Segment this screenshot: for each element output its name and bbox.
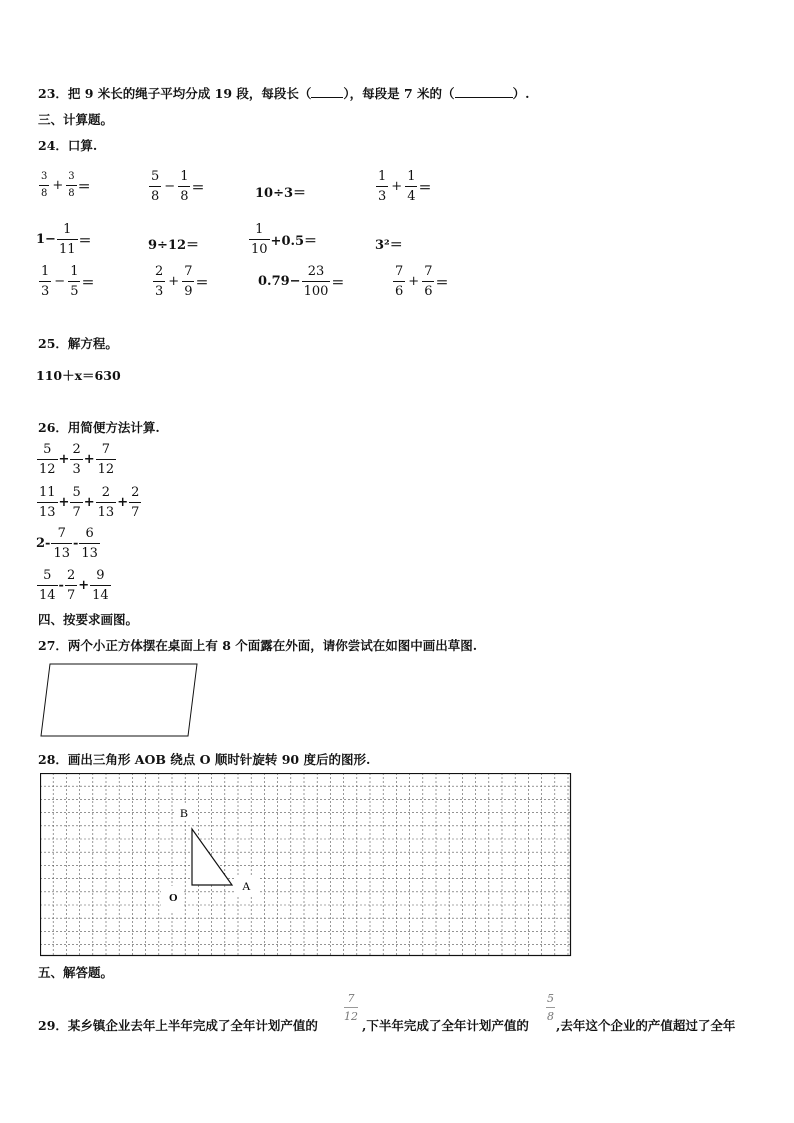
triangle-aob (192, 829, 232, 885)
q25-equation: 110＋x＝630 (36, 368, 121, 383)
section-5-heading: 五、解答题。 (38, 965, 114, 980)
answer-blank[interactable] (311, 86, 343, 98)
question-27: 27．两个小正方体摆在桌面上有 8 个面露在外面，请你尝试在如图中画出草图. (38, 638, 478, 653)
q24-item-5: 1− $\frac{1}{11}$ ＝ (36, 222, 92, 257)
point-b-label: B (180, 806, 189, 820)
q24-item-1: $\frac{3}{8}$ + $\frac{3}{8}$ ＝ (41, 171, 91, 199)
question-29: 29．某乡镇企业去年上半年完成了全年计划产值的 (38, 1018, 318, 1033)
parallelogram-drawing-area[interactable] (40, 662, 200, 738)
q23-text-post: ）. (512, 86, 530, 101)
q23-text-pre: 23．把 9 米长的绳子平均分成 19 段，每段长（ (38, 86, 312, 101)
rotation-grid[interactable] (40, 773, 572, 957)
question-23 (38, 84, 529, 102)
q24-item-11: 0.79− $\frac{23}{100}$ ＝ (258, 264, 345, 299)
q29-text-mid: ,下半年完成了全年计划产值的 (362, 1018, 529, 1033)
q24-item-3: 10÷3＝ (255, 186, 307, 201)
question-24: 24．口算. (38, 138, 98, 153)
q24-item-8: 3²＝ (375, 238, 403, 253)
q29-text-post: ,去年这个企业的产值超过了全年 (556, 1018, 736, 1033)
question-28: 28．画出三角形 AOB 绕点 O 顺时针旋转 90 度后的图形. (38, 752, 371, 767)
q24-item-12: $\frac{7}{6}$ + $\frac{7}{6}$ ＝ (395, 264, 449, 299)
question-25: 25．解方程。 (38, 336, 118, 351)
q26-item-3: 2- $\frac{7}{13}$ - $\frac{6}{13}$ (36, 526, 98, 561)
answer-blank[interactable] (455, 86, 513, 98)
q29-fraction-2: 5 8 (547, 992, 554, 1023)
q26-item-4: $\frac{5}{14}$ - $\frac{2}{7}$ + $\frac{9}{14}$ (39, 568, 109, 603)
point-a-label: A (242, 879, 251, 893)
q24-item-7: $\frac{1}{10}$ +0.5＝ (251, 222, 318, 257)
question-26: 26．用简便方法计算. (38, 420, 160, 435)
q24-item-6: 9÷12＝ (148, 238, 200, 253)
q26-item-2: $\frac{11}{13}$ + $\frac{5}{7}$ + $\frac{2}{13}$ + $\frac{2}{7}$ (39, 485, 140, 520)
section-4-heading: 四、按要求画图。 (38, 612, 139, 627)
q24-item-2: $\frac{5}{8}$ − $\frac{1}{8}$ ＝ (151, 169, 205, 204)
section-3-heading: 三、计算题。 (38, 112, 114, 127)
q24-item-4: $\frac{1}{3}$ + $\frac{1}{4}$ ＝ (378, 169, 432, 204)
q24-item-10: $\frac{2}{3}$ + $\frac{7}{9}$ ＝ (155, 264, 209, 299)
q29-fraction-1: 7 12 (344, 992, 358, 1023)
q23-text-mid: ），每段是 7 米的（ (343, 86, 455, 101)
q24-item-9: $\frac{1}{3}$ − $\frac{1}{5}$ ＝ (41, 264, 95, 299)
q26-item-1: $\frac{5}{12}$ + $\frac{2}{3}$ + $\frac{7}{12}$ (39, 442, 115, 477)
grid-lines (40, 773, 571, 956)
point-o-label: O (169, 892, 178, 904)
grid-border (41, 774, 571, 956)
